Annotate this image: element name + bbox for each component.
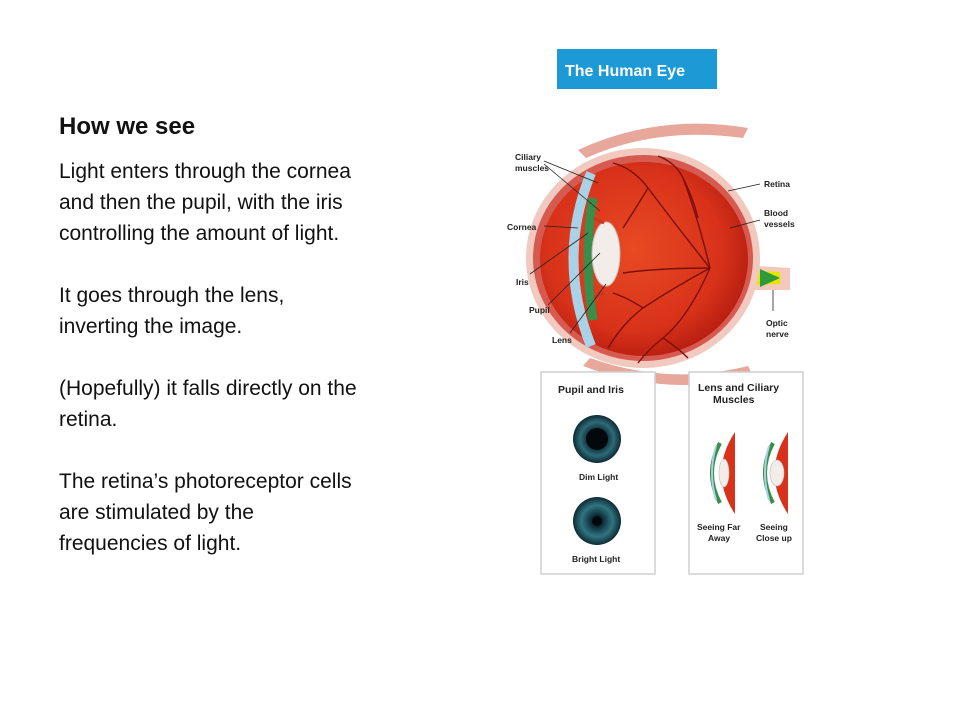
bright-light-label: Bright Light	[572, 554, 621, 564]
figure-title: The Human Eye	[565, 63, 686, 80]
slide-body	[59, 156, 359, 590]
label-cornea: Cornea	[507, 222, 537, 232]
dim-light-label: Dim Light	[579, 472, 619, 482]
label-blood-vessels-2: vessels	[764, 219, 795, 229]
lens-panel-title-1: Lens and Ciliary	[698, 382, 780, 394]
bright-light-pupil	[592, 516, 602, 526]
human-eye-figure	[408, 28, 870, 642]
lens-panel-title-2: Muscles	[713, 394, 755, 406]
far-label-1: Seeing Far	[697, 522, 741, 532]
far-lens	[719, 459, 729, 487]
paragraph-lens: It goes through the lens, inverting the image.	[59, 284, 285, 338]
dim-light-pupil	[586, 428, 608, 450]
close-lens	[770, 460, 784, 486]
pupil-panel-title: Pupil and Iris	[558, 384, 624, 396]
close-label-2: Close up	[756, 533, 792, 543]
lens-ciliary-panel	[689, 372, 803, 574]
paragraph-retina: (Hopefully) it falls directly on the retina.	[59, 377, 357, 431]
label-iris: Iris	[516, 277, 529, 287]
lens	[592, 222, 620, 286]
close-label-1: Seeing	[760, 522, 788, 532]
label-optic-nerve-2: nerve	[766, 329, 789, 339]
label-blood-vessels-1: Blood	[764, 208, 789, 218]
paragraph-light-entry: Light enters through the cornea and then the pupil, with the iris controlling the amount of light.	[59, 160, 351, 245]
label-retina: Retina	[764, 179, 790, 189]
label-ciliary-1: Ciliary	[515, 152, 541, 162]
label-ciliary-2: muscles	[515, 163, 550, 173]
pupil-iris-panel	[541, 372, 655, 574]
label-pupil: Pupil	[529, 305, 550, 315]
slide-title: How we see	[59, 113, 196, 140]
label-lens: Lens	[552, 335, 572, 345]
eye-diagram	[408, 28, 870, 642]
far-label-2: Away	[708, 533, 731, 543]
label-optic-nerve-1: Optic	[766, 318, 788, 328]
paragraph-photoreceptors: The retina’s photoreceptor cells are stimulated by the frequencies of light.	[59, 470, 352, 555]
